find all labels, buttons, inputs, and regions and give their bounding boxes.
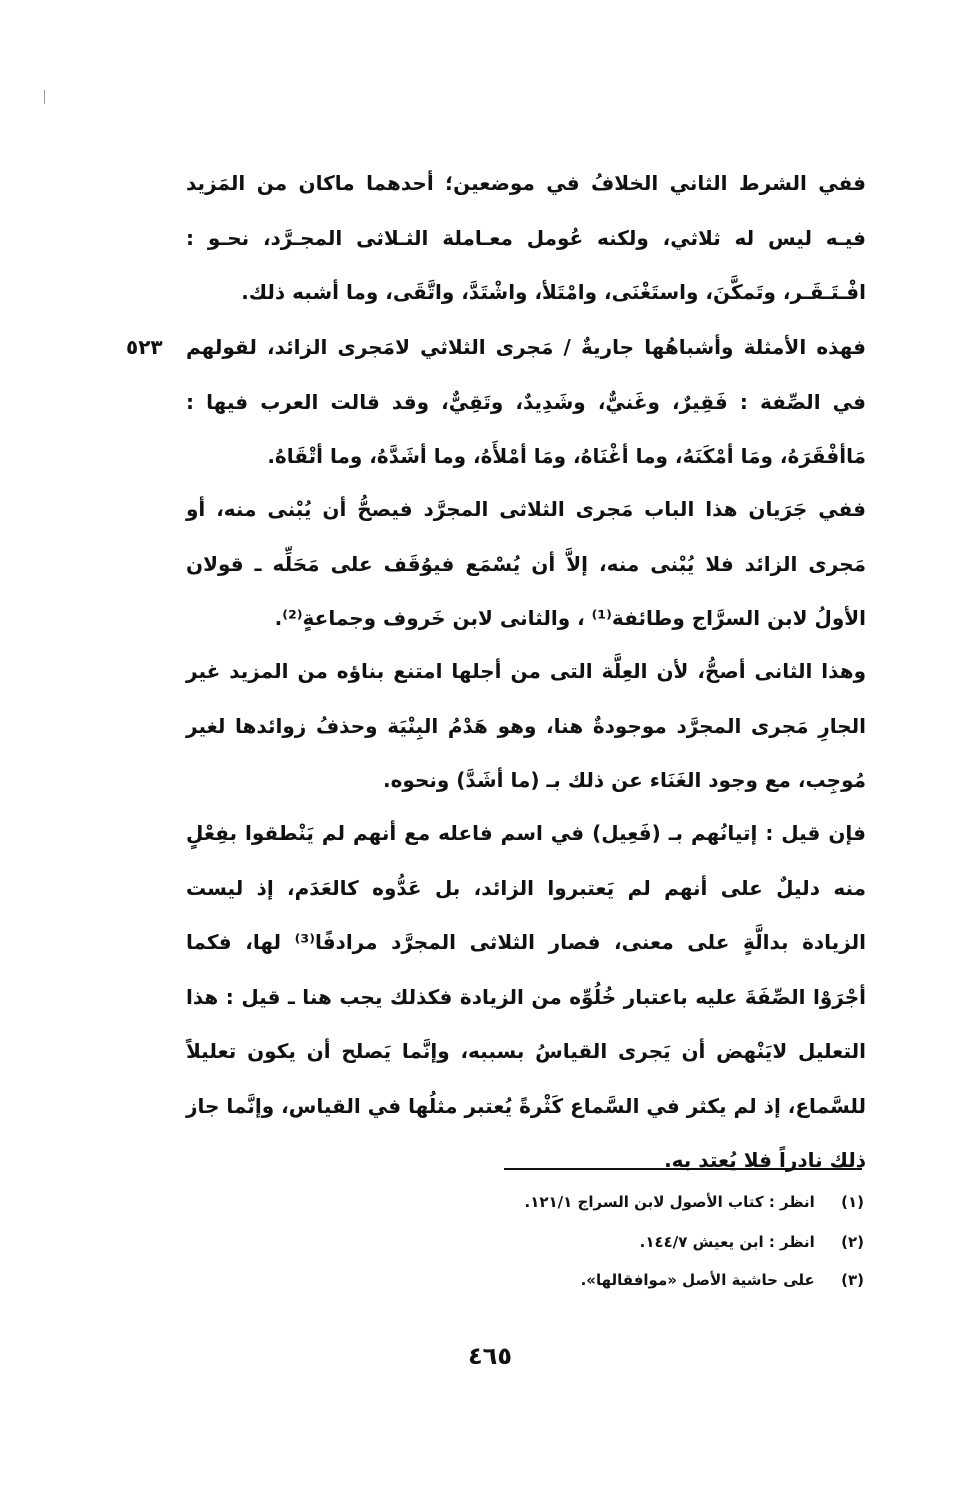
footnote-text: على حاشية الأصل «موافقالها».: [580, 1271, 815, 1289]
paragraph-2: فهذه الأمثلة وأشباهُها جاريةٌ / مَجرى الثلاثي لامَجرى الزائد، لقولهم في الصِّفة : فَقِيرٌ، وغَنيٌّ، وشَدِيدٌ، وتَقِيٌّ، وقد قالت العرب فيها : مَاأفْقَرَهُ، ومَا أمْكَنَهُ، وما أغْنَاهُ، ومَا أمْلأَهُ، وما أشَدَّهُ، وما أتْقَاهُ.: [186, 335, 866, 468]
page-number: ٤٦٥: [468, 1342, 512, 1370]
footnote-marker: (٣): [841, 1271, 864, 1289]
footnote-text: انظر : كتاب الأصول لابن السراج ١٢١/١.: [524, 1193, 815, 1211]
margin-page-reference: ٥٢٣: [126, 335, 163, 359]
footnote-marker: (١): [841, 1193, 864, 1211]
paragraph-4: وهذا الثانى أصحُّ، لأن العِلَّة التى من أجلها امتنع بناؤه من المزيد غير الجارِ مَجرى المجرَّد موجودةٌ هنا، وهو هَدْمُ البِنْيَة وحذفُ زوائدها لغير مُوجِب، مع وجود الغَنَاء عن ذلك بـ (ما أشَدَّ) ونحوه.: [186, 659, 866, 792]
paragraph-1: ففي الشرط الثاني الخلافُ في موضعين؛ أحدهما ماكان من المَزيد فيـه ليس له ثلاثي، ولكنه عُومل معـاملة الثـلاثى المجـرَّد، نحـو : افْـتَـقَـر، وتَمكَّنَ، واستَغْنَى، وامْتَلأ، واشْتَدَّ، واتَّقَى، وما أشبه ذلك.: [186, 171, 866, 304]
paragraph-3: ففي جَرَيان هذا الباب مَجرى الثلاثى المجرَّد فيصحُّ أن يُبْنى منه، أو مَجرى الزائد فلا يُبْنى منه، إلاَّ أن يُسْمَع فيوُقَف على مَحَلِّه ـ قولان الأولُ لابن السرَّاج وطائفة⁽¹⁾ ، والثانى لابن خَروف وجماعةٍ⁽²⁾.: [186, 497, 866, 630]
footnote-3: [300, 1268, 864, 1292]
paragraph-5: فإن قيل : إتيانُهم بـ (فَعِيل) في اسم فاعله مع أنهم لم يَنْطقوا بفِعْلٍ منه دليلٌ على أنهم لم يَعتبروا الزائد، بل عَدُّوه كالعَدَم، إذ ليست الزيادة بدالَّةٍ على معنى، فصار الثلاثى المجرَّد مرادفًا⁽³⁾ لها، فكما أجْرَوْا الصِّفَةَ عليه باعتبار خُلُوِّه من الزيادة فكذلك يجب هنا ـ قيل : هذا التعليل لايَنْهض أن يَجرى القياسُ بسببه، وإنَّما يَصلح أن يكون تعليلاً للسَّماع، إذ لم يكثر في السَّماع كَثْرةً يُعتبر مثلُها في القياس، وإنَّما جاز ذلك نادراً فلا يُعتد به.: [186, 821, 866, 1172]
footnote-2: [300, 1230, 864, 1254]
footnote-1: [300, 1190, 864, 1214]
footnote-marker: (٢): [841, 1233, 864, 1251]
footnote-divider: [504, 1168, 862, 1170]
scan-margin-mark: [44, 90, 45, 104]
footnote-text: انظر : ابن يعيش ١٤٤/٧.: [639, 1233, 815, 1251]
